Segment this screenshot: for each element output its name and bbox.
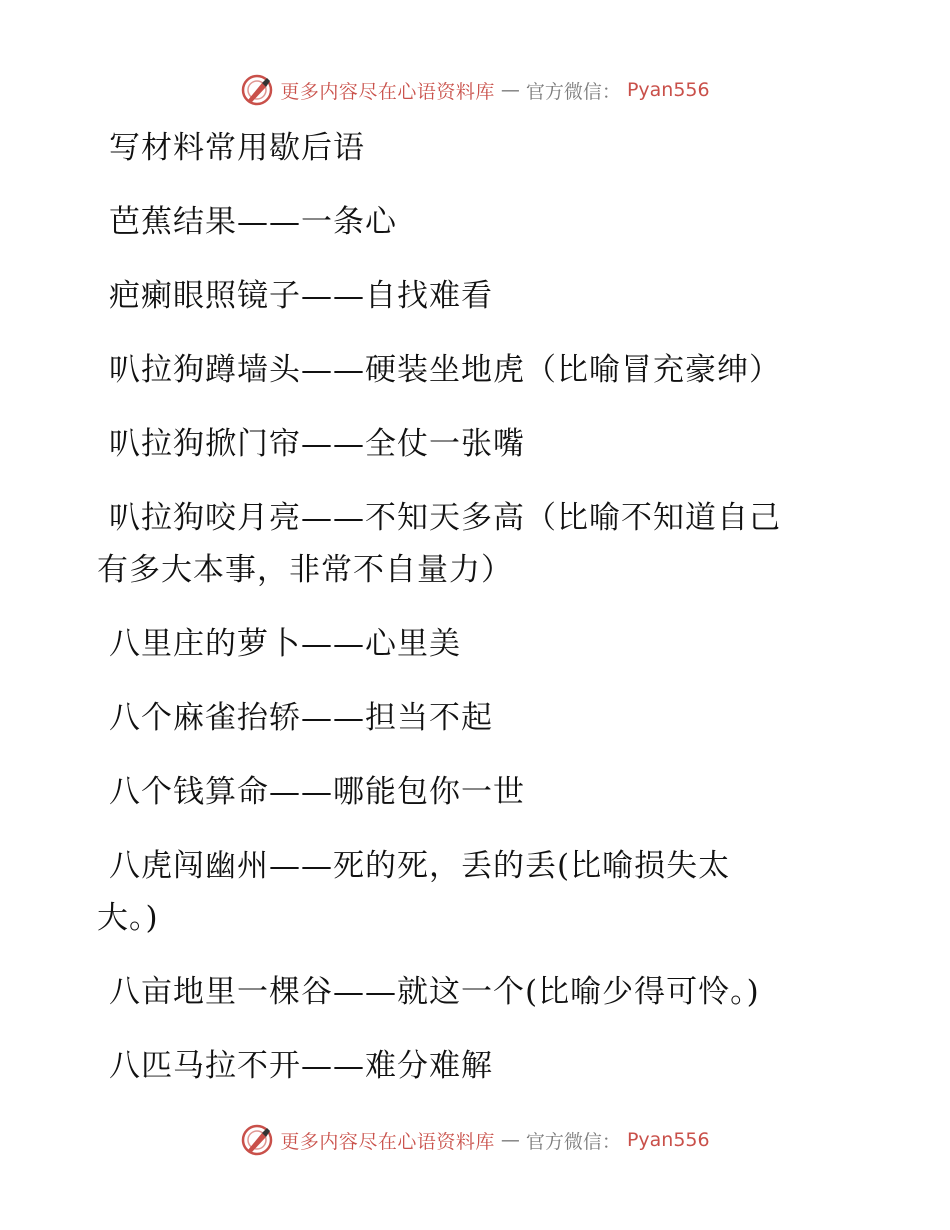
site-name-text: 更多内容尽在心语资料库: [280, 80, 495, 103]
entry-9-line-1: 八虎闯幽州——死的死，丢的丢(比喻损失太: [109, 848, 731, 884]
entry-11: 八匹马拉不开——难分难解: [109, 1048, 493, 1084]
document-title: 写材料常用歇后语: [109, 130, 365, 166]
entry-7: 八个麻雀抬轿——担当不起: [109, 700, 493, 736]
wechat-label: 官方微信：: [525, 80, 621, 103]
entry-10: 八亩地里一棵谷——就这一个(比喻少得可怜。): [109, 974, 760, 1010]
entry-5: [97, 492, 837, 596]
entry-5-line-1: 叭拉狗咬月亮——不知天多高（比喻不知道自己: [109, 500, 781, 536]
entry-9-line-2: 大。): [97, 900, 159, 936]
entry-4: 叭拉狗掀门帘——全仗一张嘴: [109, 426, 525, 462]
entry-2: 疤瘌眼照镜子——自找难看: [109, 278, 493, 314]
entry-9: [97, 840, 837, 944]
entry-6: 八里庄的萝卜——心里美: [109, 626, 461, 662]
pen-nib-logo-icon: [240, 1123, 274, 1157]
banner-separator: —: [500, 1129, 520, 1151]
document-body: [97, 122, 837, 1092]
wechat-label: 官方微信：: [525, 1130, 621, 1153]
wechat-id: Pyan556: [626, 79, 710, 101]
pen-nib-logo-icon: [240, 73, 274, 107]
footer-watermark-banner: [0, 1120, 950, 1160]
entry-3: 叭拉狗蹲墙头——硬装坐地虎（比喻冒充豪绅）: [109, 352, 781, 388]
wechat-id: Pyan556: [626, 1129, 710, 1151]
site-name-text: 更多内容尽在心语资料库: [280, 1130, 495, 1153]
header-watermark-banner: [0, 70, 950, 110]
banner-separator: —: [500, 79, 520, 101]
entry-8: 八个钱算命——哪能包你一世: [109, 774, 525, 810]
entry-5-line-2: 有多大本事，非常不自量力）: [97, 552, 513, 588]
entry-1: 芭蕉结果——一条心: [109, 204, 397, 240]
